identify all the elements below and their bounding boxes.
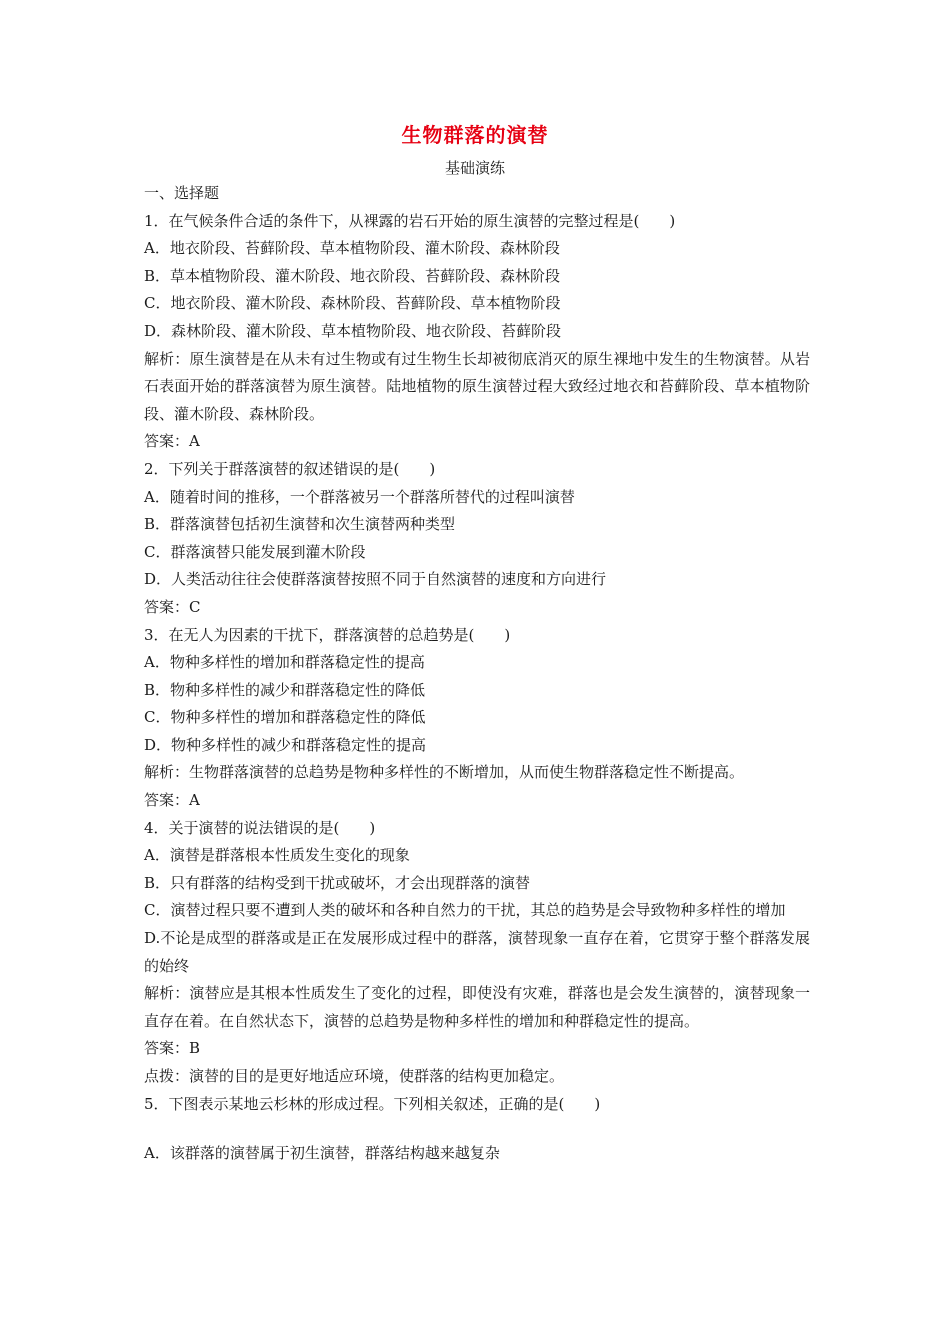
answer: 答案：A [144,432,200,451]
option-c: C．群落演替只能发展到灌木阶段 [144,542,366,561]
option-a: A．演替是群落根本性质发生变化的现象 [144,846,410,865]
option-a: A．物种多样性的增加和群落稳定性的提高 [144,653,425,672]
question-stem: 3．在无人为因素的干扰下，群落演替的总趋势是( ) [144,625,511,644]
document-body [144,180,810,1168]
document-subtitle: 基础演练 [444,159,505,177]
document-title: 生物群落的演替 [401,123,549,147]
question-2 [144,456,810,622]
option-d: D．物种多样性的减少和群落稳定性的提高 [144,735,427,754]
option-c: C．演替过程只要不遭到人类的破坏和各种自然力的干扰，其总的趋势是会导致物种多样性的增加 [144,901,786,920]
answer: 答案：C [144,597,201,616]
answer: 答案：A [144,791,200,810]
option-b: B．物种多样性的减少和群落稳定性的降低 [144,680,426,699]
tip: 点拨：演替的目的是更好地适应环境，使群落的结构更加稳定。 [144,1067,565,1085]
option-d: D．森林阶段、灌木阶段、草本植物阶段、地衣阶段、苔藓阶段 [144,321,562,340]
option-a: A．该群落的演替属于初生演替，群落结构越来越复杂 [144,1144,500,1163]
figure-placeholder [144,1118,810,1140]
option-b: B．群落演替包括初生演替和次生演替两种类型 [144,515,456,534]
question-1 [144,208,810,456]
analysis: 解析：演替应是其根本性质发生了变化的过程，即使没有灾难，群落也是会发生演替的，演替现象一直存在着。在自然状态下，演替的总趋势是物种多样性的增加和种群稳定性的提高。 [144,984,810,1030]
analysis: 解析：原生演替是在从未有过生物或有过生物生长却被彻底消灭的原生裸地中发生的生物演替。从岩石表面开始的群落演替为原生演替。陆地植物的原生演替过程大致经过地衣和苔藓阶段、草本植物阶段、灌木阶段、森林阶段。 [144,349,810,423]
question-stem: 5．下图表示某地云杉林的形成过程。下列相关叙述，正确的是( ) [144,1094,601,1113]
option-d: D.不论是成型的群落或是正在发展形成过程中的群落，演替现象一直存在着，它贯穿于整个群落发展的始终 [144,929,810,975]
answer: 答案：B [144,1039,201,1058]
option-b: B．只有群落的结构受到干扰或破坏，才会出现群落的演替 [144,873,531,892]
option-a: A．随着时间的推移，一个群落被另一个群落所替代的过程叫演替 [144,487,575,506]
question-stem: 2．下列关于群落演替的叙述错误的是( ) [144,459,436,478]
option-d: D．人类活动往往会使群落演替按照不同于自然演替的速度和方向进行 [144,570,607,589]
question-4 [144,815,810,1091]
question-3 [144,622,810,815]
question-stem: 4．关于演替的说法错误的是( ) [144,818,376,837]
section-heading: 一、选择题 [144,184,220,202]
option-b: B．草本植物阶段、灌木阶段、地衣阶段、苔藓阶段、森林阶段 [144,266,561,285]
option-c: C．物种多样性的增加和群落稳定性的降低 [144,708,426,727]
question-5 [144,1091,810,1168]
question-stem: 1．在气候条件合适的条件下，从裸露的岩石开始的原生演替的完整过程是( ) [144,211,676,230]
option-c: C．地衣阶段、灌木阶段、森林阶段、苔藓阶段、草本植物阶段 [144,294,561,313]
option-a: A．地衣阶段、苔藓阶段、草本植物阶段、灌木阶段、森林阶段 [144,239,560,258]
analysis: 解析：生物群落演替的总趋势是物种多样性的不断增加，从而使生物群落稳定性不断提高。 [144,763,745,782]
